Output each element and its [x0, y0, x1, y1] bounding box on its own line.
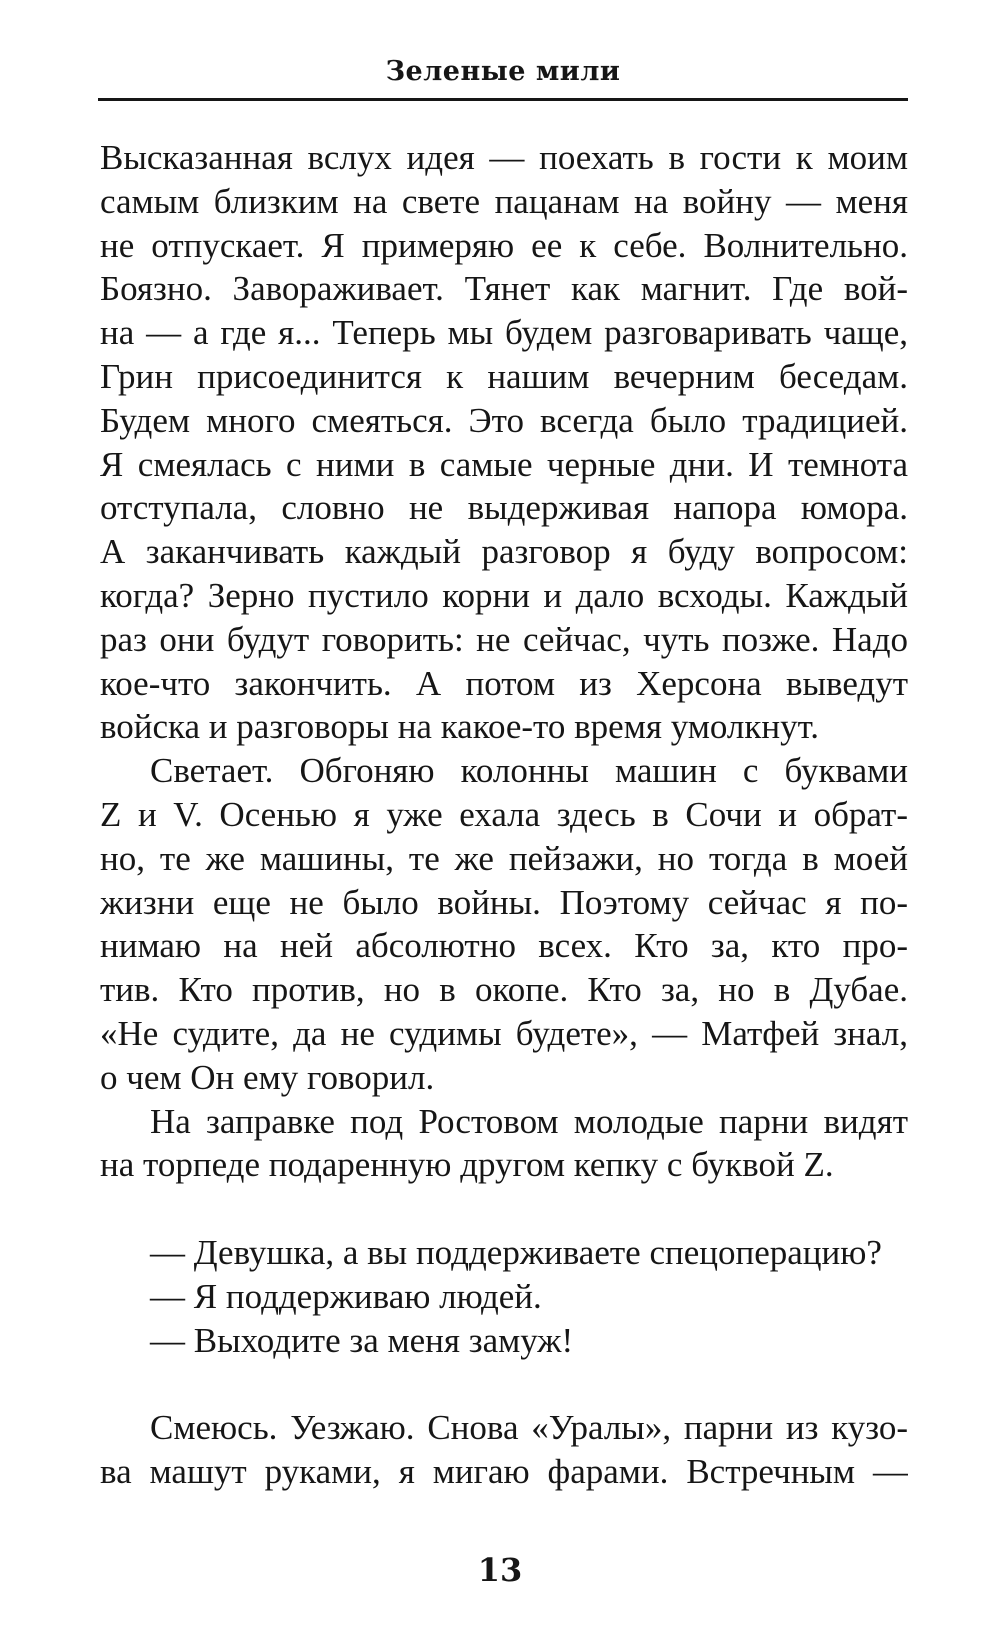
dialogue-line: — Выходите за меня замуж! — [150, 1320, 574, 1360]
text-line: ва машут руками, я мигаю фарами. Встречным — — [100, 1451, 908, 1491]
text-line: о чем Он ему говорил. — [100, 1057, 435, 1097]
blank-line — [100, 1362, 908, 1406]
header-rule — [98, 98, 908, 101]
text-line: на — а где я... Теперь мы будем разговаривать чаще, — [100, 313, 908, 353]
text-line: Z и V. Осенью я уже ехала здесь в Сочи и обрат- — [100, 794, 908, 834]
text-line: самым близким на свете пацанам на войну — меня — [100, 181, 908, 221]
text-line: На заправке под Ростовом молодые парни видят — [150, 1101, 908, 1141]
body-text — [100, 136, 908, 1494]
paragraph-4 — [100, 1406, 908, 1494]
running-head: Зеленые мили — [385, 56, 621, 87]
text-line: А заканчивать каждый разговор я буду вопросом: — [100, 532, 908, 572]
text-line: «Не судите, да не судимы будете», — Матфей знал, — [100, 1013, 908, 1053]
paragraph-2 — [100, 749, 908, 1099]
text-line: Светает. Обгоняю колонны машин с буквами — [150, 751, 908, 791]
paragraph-1 — [100, 136, 908, 749]
blank-line — [100, 1187, 908, 1231]
text-line: на торпеде подаренную другом кепку с буквой Z. — [100, 1145, 834, 1185]
page-number: 13 — [477, 1551, 523, 1589]
dialogue — [100, 1231, 908, 1362]
text-line: Я смеялась с ними в самые черные дни. И темнота — [100, 444, 908, 484]
text-line: Боязно. Завораживает. Тянет как магнит. Где вой- — [100, 269, 908, 309]
dialogue-line: — Девушка, а вы поддерживаете спецоперацию? — [150, 1232, 882, 1272]
text-line: войска и разговоры на какое-то время умолкнут. — [100, 707, 820, 747]
text-line: Высказанная вслух идея — поехать в гости к моим — [100, 138, 908, 177]
text-line: Будем много смеяться. Это всегда было традицией. — [100, 400, 908, 440]
text-line: отступала, словно не выдерживая напора юмора. — [100, 488, 908, 528]
text-line: тив. Кто против, но в окопе. Кто за, но в Дубае. — [100, 970, 908, 1010]
text-line: раз они будут говорить: не сейчас, чуть позже. Надо — [100, 619, 908, 659]
text-line: не отпускает. Я примеряю ее к себе. Волнительно. — [100, 225, 908, 265]
text-line: жизни еще не было войны. Поэтому сейчас я по- — [100, 882, 908, 922]
text-line: когда? Зерно пустило корни и дало всходы. Каждый — [100, 575, 908, 615]
text-line: Смеюсь. Уезжаю. Снова «Уралы», парни из кузо- — [150, 1408, 908, 1448]
dialogue-line: — Я поддерживаю людей. — [150, 1276, 542, 1316]
text-line: Грин присоединится к нашим вечерним беседам. — [100, 356, 908, 396]
text-line: нимаю на ней абсолютно всех. Кто за, кто про- — [100, 926, 908, 966]
text-line: кое-что закончить. А потом из Херсона выведут — [100, 663, 908, 703]
text-line: но, те же машины, те же пейзажи, но тогда в моей — [100, 838, 908, 878]
paragraph-3 — [100, 1100, 908, 1188]
